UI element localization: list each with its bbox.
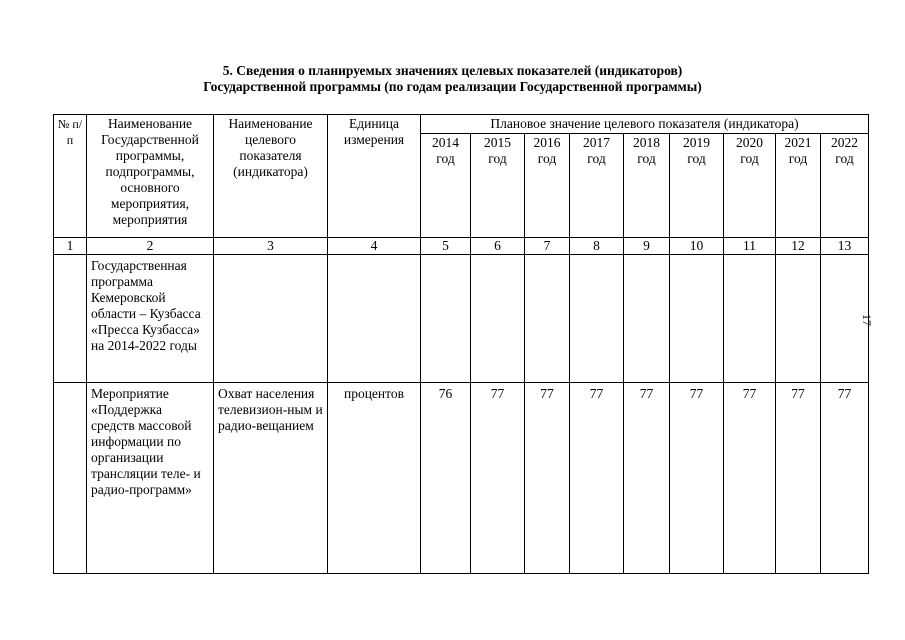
row-unit	[328, 255, 421, 383]
page-heading	[0, 63, 905, 95]
row-value: 77	[776, 383, 821, 574]
row-value: 76	[421, 383, 471, 574]
indicators-table	[53, 114, 869, 574]
header-indicator-name: Наименование целевого показателя (индикатора)	[214, 115, 328, 238]
row-num	[54, 383, 87, 574]
column-number: 2	[87, 238, 214, 255]
column-number: 6	[471, 238, 525, 255]
header-year: 2018 год	[624, 134, 670, 238]
column-numbers-row	[54, 238, 869, 255]
row-unit: процентов	[328, 383, 421, 574]
header-year: 2019 год	[670, 134, 724, 238]
row-indicator-name	[214, 255, 328, 383]
row-value: 77	[670, 383, 724, 574]
header-year: 2022 год	[821, 134, 869, 238]
row-value	[776, 255, 821, 383]
row-value	[570, 255, 624, 383]
row-value: 77	[570, 383, 624, 574]
column-number: 3	[214, 238, 328, 255]
header-num: № п/п	[54, 115, 87, 238]
page-number: 17	[860, 314, 874, 326]
row-value: 77	[471, 383, 525, 574]
table-row	[54, 255, 869, 383]
column-number: 4	[328, 238, 421, 255]
header-year: 2020 год	[724, 134, 776, 238]
row-value: 77	[821, 383, 869, 574]
row-program-name: Мероприятие «Поддержка средств массовой информации по организации трансляции теле- и радио-программ»	[87, 383, 214, 574]
row-indicator-name: Охват населения телевизион-ным и радио-вещанием	[214, 383, 328, 574]
column-number: 13	[821, 238, 869, 255]
row-value	[724, 255, 776, 383]
header-row-1	[54, 115, 869, 134]
column-number: 12	[776, 238, 821, 255]
header-program-name: Наименование Государственной программы, подпрограммы, основного мероприятия, мероприятия	[87, 115, 214, 238]
header-year: 2016 год	[525, 134, 570, 238]
column-number: 5	[421, 238, 471, 255]
row-value	[525, 255, 570, 383]
row-value	[471, 255, 525, 383]
row-value: 77	[724, 383, 776, 574]
row-value	[421, 255, 471, 383]
column-number: 8	[570, 238, 624, 255]
column-number: 7	[525, 238, 570, 255]
heading-line-1: 5. Сведения о планируемых значениях целевых показателей (индикаторов)	[222, 63, 683, 78]
column-number: 9	[624, 238, 670, 255]
row-value: 77	[525, 383, 570, 574]
row-value	[670, 255, 724, 383]
header-year: 2017 год	[570, 134, 624, 238]
header-year: 2021 год	[776, 134, 821, 238]
header-planned-values: Плановое значение целевого показателя (индикатора)	[421, 115, 869, 134]
row-value	[624, 255, 670, 383]
header-year: 2014 год	[421, 134, 471, 238]
row-num	[54, 255, 87, 383]
row-program-name: Государственная программа Кемеровской области – Кузбасса «Пресса Кузбасса» на 2014-2022 годы	[87, 255, 214, 383]
heading-line-2: Государственной программы (по годам реализации Государственной программы)	[203, 79, 702, 94]
column-number: 1	[54, 238, 87, 255]
row-value: 77	[624, 383, 670, 574]
header-unit: Единица измерения	[328, 115, 421, 238]
table-row	[54, 383, 869, 574]
column-number: 11	[724, 238, 776, 255]
header-year: 2015 год	[471, 134, 525, 238]
column-number: 10	[670, 238, 724, 255]
